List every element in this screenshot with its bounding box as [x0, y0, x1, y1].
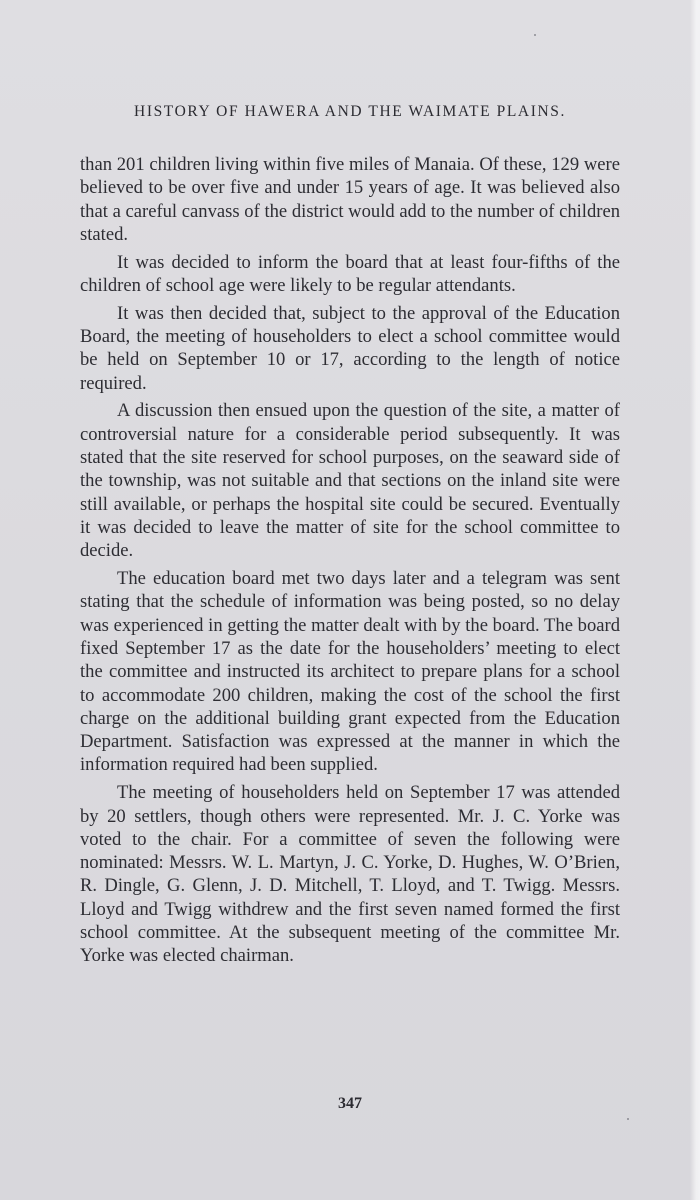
paper-speck — [627, 1118, 629, 1120]
paragraph: It was then decided that, subject to the approval of the Education Board, the meeting of householders to elect a school committee would be held on September 10 or 17, according to the length of notice required. — [80, 302, 620, 394]
paper-speck — [534, 34, 536, 36]
paragraph: than 201 children living within five miles of Manaia. Of these, 129 were believed to be over five and under 15 years of age. It was believed also that a careful canvass of the district would add to the number of children stated. — [80, 154, 620, 245]
paragraph: A discussion then ensued upon the question of the site, a matter of controversial nature for a considerable period subsequently. It was stated that the site reserved for school purposes, on the seaward side of the township, was not suitable and that sections on the inland site were still available, or perhaps the hospital site could be secured. Eventually it was decided to leave the matter of site for the school committee to decide. — [80, 400, 620, 562]
paragraph: It was decided to inform the board that at least four-fifths of the children of school age were likely to be regular attendants. — [80, 251, 620, 296]
page-number: 347 — [338, 1095, 362, 1112]
running-head: HISTORY OF HAWERA AND THE WAIMATE PLAINS. — [134, 103, 566, 120]
page-edge — [690, 0, 700, 1200]
paragraph: The education board met two days later and a telegram was sent stating that the schedule of information was being posted, so no delay was experienced in getting the matter dealt with by the board. The board fixed September 17 as the date for the householders’ meeting to elect the committee and instructed its architect to prepare plans for a school to accommodate 200 children, making the cost of the school the first charge on the additional building grant expected from the Education Department. Satisfaction was expressed at the manner in which the information required had been supplied. — [80, 568, 620, 776]
paragraph: The meeting of householders held on September 17 was attended by 20 settlers, though others were represented. Mr. J. C. Yorke was voted to the chair. For a committee of seven the following were nominated: Messrs. W. L. Martyn, J. C. Yorke, D. Hughes, W. O’Brien, R. Dingle, G. Glenn, J. D. Mitchell, T. Lloyd, and T. Twigg. Messrs. Lloyd and Twigg withdrew and the first seven named formed the first school committee. At the subsequent meeting of the committee Mr. Yorke was elected chairman. — [80, 782, 620, 967]
body-text — [80, 153, 620, 972]
